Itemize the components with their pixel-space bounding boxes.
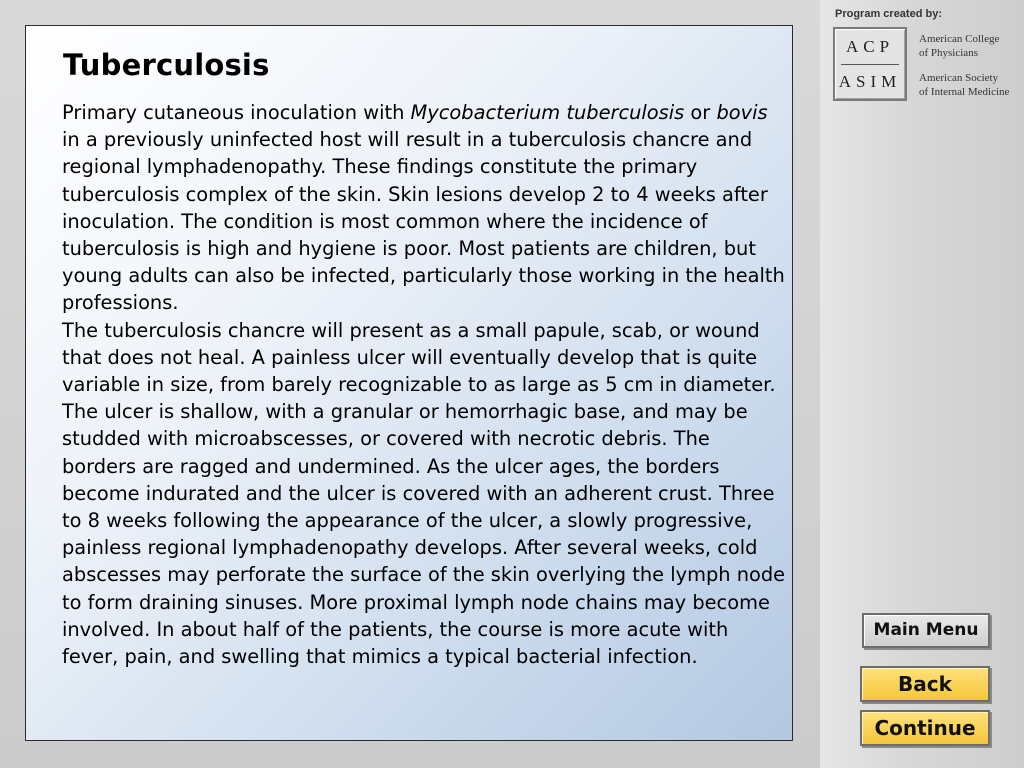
paragraph-1-text-b: or <box>684 101 717 124</box>
logo-acp-text: ACP <box>845 37 895 56</box>
paragraph-1-text-a: Primary cutaneous inoculation with <box>62 101 411 124</box>
org-acp-line-1: American College <box>919 33 1000 45</box>
org-asim-line-1: American Society <box>919 72 999 84</box>
logo-divider <box>841 64 899 65</box>
org-asim-line-2: of Internal Medicine <box>919 86 1010 98</box>
acp-asim-logo <box>833 27 907 101</box>
article-body <box>62 99 786 670</box>
sidebar <box>820 0 1024 768</box>
continue-button[interactable]: Continue <box>860 710 990 746</box>
organism-name: Mycobacterium tuberculosis <box>410 101 685 124</box>
org-asim-name <box>919 71 1019 99</box>
paragraph-1-text-c: in a previously uninfected host will result in a tuberculosis chancre and regional lymphadenopathy. These findings constitute the primary tuberculosis complex of the skin. Skin lesions develop 2 to 4 weeks after inoculation. The condition is most common where the incidence of tuberculosis is high and hygiene is poor. Most patients are children, but young adults can also be infected, particularly those working in the health professions. <box>62 128 785 315</box>
paragraph-2: The tuberculosis chancre will present as a small papule, scab, or wound that does not heal. A painless ulcer will eventually develop that is quite variable in size, from barely recognizable to as large as 5 cm in diameter. The ulcer is shallow, with a granular or hemorrhagic base, and may be studded with microabscesses, or covered with necrotic debris. The borders are ragged and undermined. As the ulcer ages, the borders become indurated and the ulcer is covered with an adherent crust. Three to 8 weeks following the appearance of the ulcer, a slowly progressive, painless regional lymphadenopathy develops. After several weeks, cold abscesses may perforate the surface of the skin overlying the lymph node to form draining sinuses. More proximal lymph node chains may become involved. In about half of the patients, the course is more acute with fever, pain, and swelling that mimics a typical bacterial infection. <box>62 318 786 669</box>
org-acp-name <box>919 32 1019 60</box>
back-button[interactable]: Back <box>860 666 990 702</box>
main-menu-button[interactable]: Main Menu <box>862 613 990 648</box>
content-panel <box>25 25 793 741</box>
org-acp-line-2: of Physicians <box>919 47 978 59</box>
paragraph-1 <box>62 99 786 317</box>
credit-label: Program created by: <box>835 8 942 20</box>
page-title: Tuberculosis <box>63 48 270 82</box>
logo-asim-text: ASIM <box>838 72 902 91</box>
organism-name-bovis: bovis <box>716 101 768 124</box>
